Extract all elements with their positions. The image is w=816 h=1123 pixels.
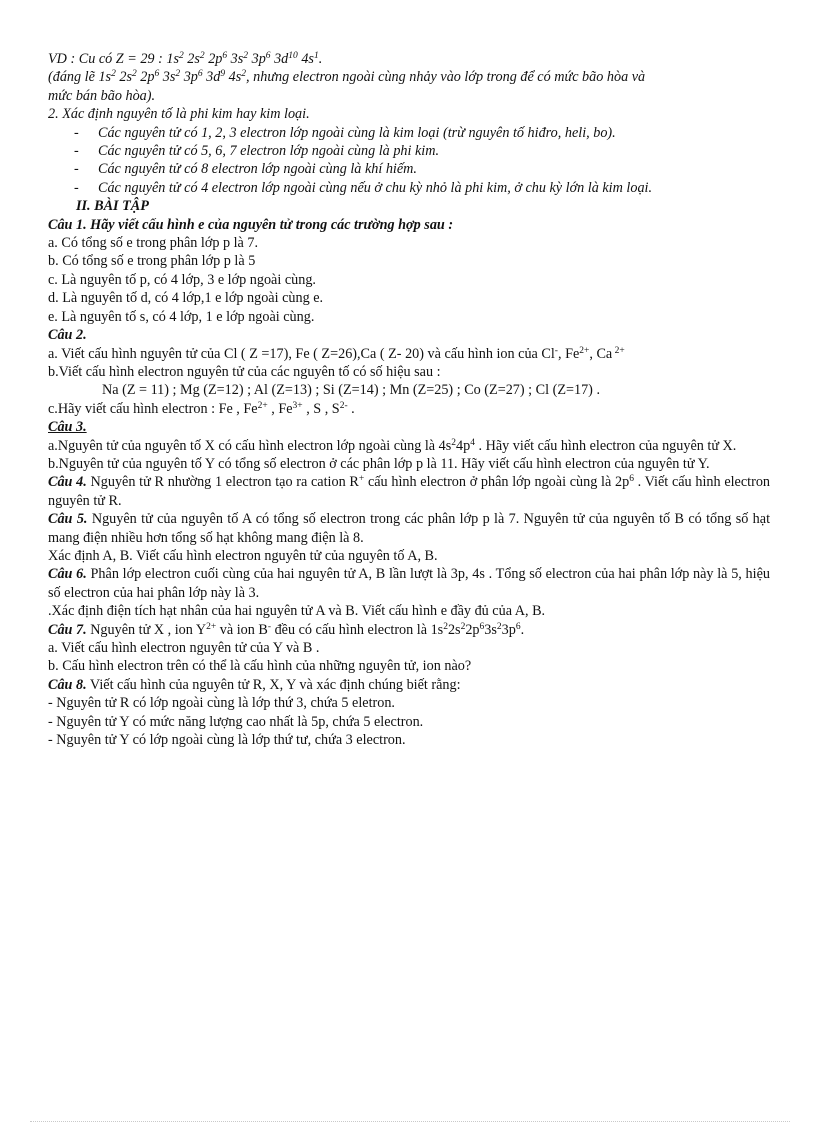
section-heading-exercises: II. BÀI TẬP <box>76 198 149 215</box>
q1-item: d. Là nguyên tố d, có 4 lớp,1 e lớp ngoài cùng e. <box>48 290 324 307</box>
note-line-2: mức bán bão hòa). <box>48 87 156 104</box>
q1-item: e. Là nguyên tố s, có 4 lớp, 1 e lớp ngoài cùng. <box>48 308 315 325</box>
example-config: $1s^2$ $2s^2$ $2p^6$ $3s^2$ $3p^6$ $3d^{10}$ $4s^1$. <box>166 51 323 67</box>
q2-part-b: b.Viết cấu hình electron nguyên tử của các nguyên tố có số hiệu sau : <box>48 363 441 380</box>
note-config: $1s^2$ $2s^2$ $2p^6$ $3s^2$ $3p^6$ $3d^9$ $4s^2$ <box>98 69 247 86</box>
q5: Câu 5. Nguyên tử của nguyên tố A có tổng số electron trong các phân lớp p là 7. Nguyên tử của nguyên tố B có tổng số hạt mang điện nhiều hơn tổng số hạt không mang điện là 8. <box>48 511 771 546</box>
q5-title: Câu 5. <box>48 511 88 528</box>
q1-item: b. Có tổng số e trong phân lớp p là 5 <box>48 253 256 270</box>
q4-title: Câu 4. <box>48 474 87 491</box>
q3-title: Câu 3. <box>48 419 87 436</box>
list-item: - Các nguyên tử có 5, 6, 7 electron lớp ngoài cùng là phi kim. <box>74 143 440 160</box>
q8-item: - Nguyên tử Y có lớp ngoài cùng là lớp thứ tư, chứa 3 electron. <box>48 732 406 749</box>
q6-title: Câu 6. <box>48 566 87 583</box>
q7-config: $1s^22s^22p^63s^23p^6$ <box>430 621 521 638</box>
q2-title: Câu 2. <box>48 327 87 344</box>
q2-element-list: Na (Z = 11) ; Mg (Z=12) ; Al (Z=13) ; Si (Z=14) ; Mn (Z=25) ; Co (Z=27) ; Cl (Z=17) . <box>102 382 600 399</box>
q6: Câu 6. Phân lớp electron cuối cùng của hai nguyên tử A, B lần lượt là 3p, 4s . Tổng số electron của hai phân lớp này là 5, hiệu số electron của hai phân lớp này là 3. <box>48 566 770 601</box>
example-prefix: VD : Cu có Z = 29 : <box>48 51 167 67</box>
q2-part-a: a. Viết cấu hình nguyên tử của Cl ( Z =17), Fe ( Z=26),Ca ( Z- 20) và cấu hình ion của Cl-, $Fe^{2+}$, Ca $^{2+}$ <box>48 345 625 362</box>
section-2-title: 2. Xác định nguyên tố là phi kim hay kim loại. <box>48 106 310 123</box>
q2-part-c: c.Hãy viết cấu hình electron : Fe , $Fe^{2+}$ , $Fe^{3+}$ , S , $S^{2-}$ . <box>48 400 355 417</box>
note-line-1: (đáng lẽ $1s^2$ $2s^2$ $2p^6$ $3s^2$ $3p^6$ $3d^9$ $4s^2$, nhưng electron ngoài cùng nhảy vào lớp trong để có mức bão hòa và <box>48 69 646 86</box>
q3-part-a: a.Nguyên tử của nguyên tố X có cấu hình electron lớp ngoài cùng là $4s^24p^4$ . Hãy viết cấu hình electron của nguyên tử X. <box>48 437 737 454</box>
q1-title: Câu 1. Hãy viết cấu hình e của nguyên tử trong các trường hợp sau : <box>48 216 454 233</box>
q3-part-b: b.Nguyên tử của nguyên tố Y có tổng số electron ở các phân lớp p là 11. Hãy viết cấu hình electron của nguyên tử Y. <box>48 455 710 472</box>
q7-part-a: a. Viết cấu hình electron nguyên tử của Y và B . <box>48 640 320 656</box>
q1-item: c. Là nguyên tố p, có 4 lớp, 3 e lớp ngoài cùng. <box>48 271 316 288</box>
q8-item: - Nguyên tử R có lớp ngoài cùng là lớp thứ 3, chứa 5 eletron. <box>48 695 395 712</box>
list-item: - Các nguyên tử có 4 electron lớp ngoài cùng nếu ở chu kỳ nhỏ là phi kim, ở chu kỳ lớn là kim loại. <box>74 179 653 196</box>
list-item: - Các nguyên tử có 8 electron lớp ngoài cùng là khí hiếm. <box>74 161 417 178</box>
q8: Câu 8. Viết cấu hình của nguyên tử R, X, Y và xác định chúng biết rằng: <box>48 676 461 693</box>
document-page <box>48 50 770 749</box>
q7-title: Câu 7. <box>48 621 87 638</box>
q5-line-2: Xác định A, B. Viết cấu hình electron nguyên tử của nguyên tố A, B. <box>48 547 438 564</box>
list-item: - Các nguyên tử có 1, 2, 3 electron lớp ngoài cùng là kim loại (trừ nguyên tố hiđro, heli, bo). <box>74 124 616 141</box>
example-line <box>48 50 770 68</box>
q8-title: Câu 8. <box>48 676 87 693</box>
classification-list <box>48 124 770 198</box>
page-bottom-rule <box>30 1121 790 1122</box>
q6-line-2: .Xác định điện tích hạt nhân của hai nguyên tử A và B. Viết cấu hình e đầy đủ của A, B. <box>48 603 546 620</box>
q8-item: - Nguyên tử Y có mức năng lượng cao nhất là 5p, chứa 5 electron. <box>48 713 424 730</box>
q7: Câu 7. Nguyên tử X , ion $Y^{2+}$ và ion B- đều có cấu hình electron là $1s^22s^22p^63s^23p^6$. <box>48 621 525 638</box>
q4: Câu 4. Nguyên tử R nhường 1 electron tạo ra cation R+ cấu hình electron ở phân lớp ngoài cùng là $2p^6$ . Viết cấu hình electron nguyên tử R. <box>48 474 771 509</box>
q1-item: a. Có tổng số e trong phân lớp p là 7. <box>48 235 259 252</box>
q7-part-b: b. Cấu hình electron trên có thể là cấu hình của những nguyên tử, ion nào? <box>48 658 472 675</box>
